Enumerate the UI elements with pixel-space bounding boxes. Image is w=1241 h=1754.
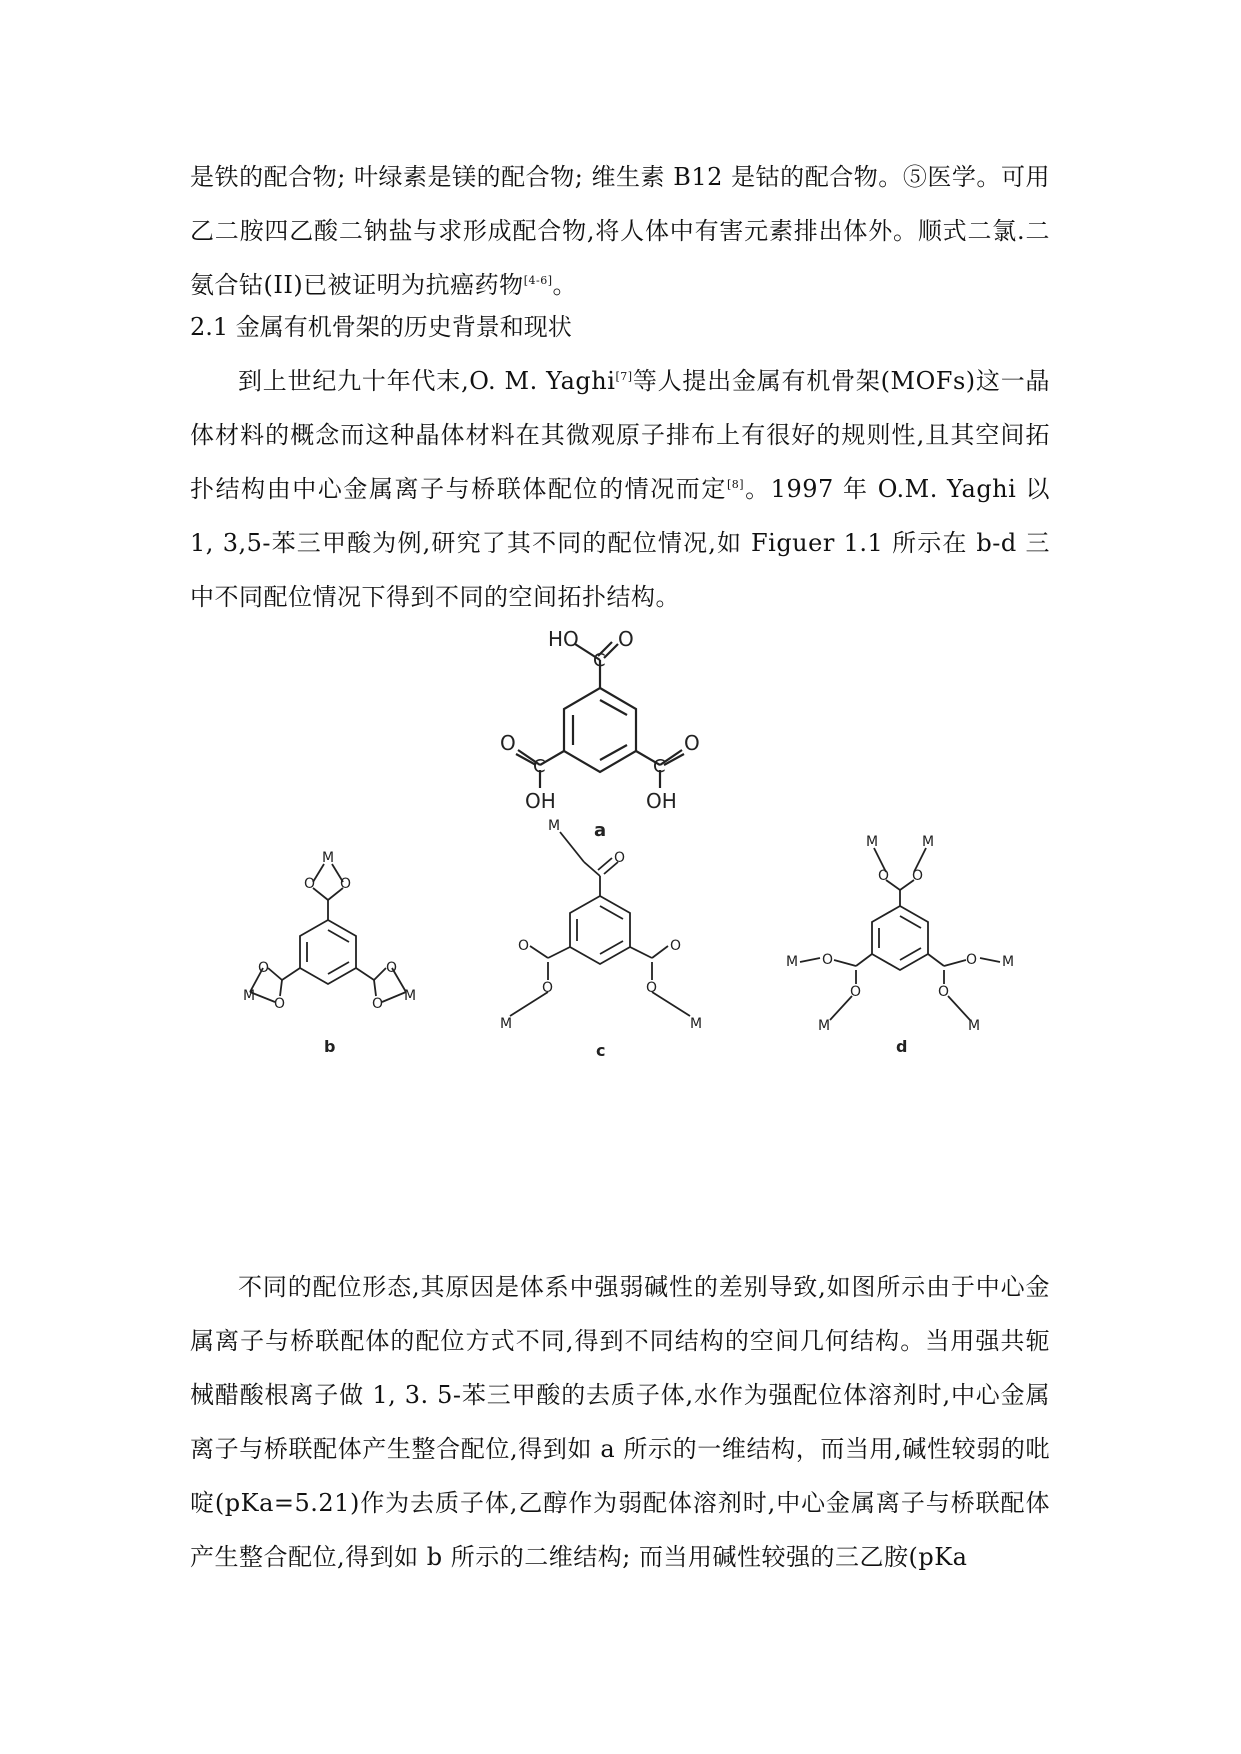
atom-o: O bbox=[304, 876, 316, 892]
molecule-a-atoms bbox=[500, 627, 700, 841]
paragraph-3: 不同的配位形态,其原因是体系中强弱碱性的差别导致,如图所示由于中心金属离子与桥联配体的配位方式不同,得到不同结构的空间几何结构。当用强共轭械醋酸根离子做 1, 3. 5-苯三甲酸的去质子体,水作为强配位体溶剂时,中心金属离子与桥联配体产生整合配位,得到如 a 所示的一维结构，而当用,碱性较弱的吡啶(pKa=5.21)作为去质子体,乙醇作为弱配体溶剂时,中心金属离子与桥联配体产生整合配位,得到如 b 所示的二维结构; 而当用碱性较强的三乙胺(pKa bbox=[190, 1273, 1050, 1571]
paragraph-2-text-c: 。1997 年 O.M. Yaghi 以 1, 3,5-苯三甲酸为例,研究了其不同的配位情况,如 Figuer 1.1 所示在 b-d 三中不同配位情况下得到不同的空间拓扑结构。 bbox=[190, 475, 1051, 611]
paragraph-1-end: 。 bbox=[552, 271, 577, 299]
atom-m: M bbox=[322, 850, 335, 866]
atom-o: O bbox=[912, 868, 924, 884]
atom-o: O bbox=[646, 980, 658, 996]
atom-o: O bbox=[878, 868, 890, 884]
citation-4-6: [4-6] bbox=[523, 274, 553, 287]
atom-m: M bbox=[690, 1016, 703, 1032]
atom-o: O bbox=[542, 980, 554, 996]
figure-label-c: c bbox=[596, 1041, 606, 1060]
atom-o: O bbox=[258, 960, 270, 976]
atom-m: M bbox=[500, 1016, 513, 1032]
atom-m: M bbox=[548, 818, 561, 834]
atom-o: O bbox=[614, 850, 626, 866]
atom-o: O bbox=[822, 952, 834, 968]
atom-o: O bbox=[850, 984, 862, 1000]
paragraph-2 bbox=[190, 354, 1050, 624]
molecule-c-atoms bbox=[500, 818, 702, 1060]
figure-label-d: d bbox=[896, 1037, 908, 1056]
atom-m: M bbox=[1002, 954, 1015, 970]
section-heading: 2.1 金属有机骨架的历史背景和现状 bbox=[190, 313, 572, 341]
atom-o: O bbox=[670, 938, 682, 954]
atom-oh: OH bbox=[646, 789, 677, 813]
paragraph-2-text-a: 到上世纪九十年代末,O. M. Yaghi bbox=[238, 367, 616, 395]
molecule-d bbox=[800, 848, 1000, 1020]
figure-label-b: b bbox=[324, 1037, 336, 1056]
atom-m: M bbox=[922, 834, 935, 850]
atom-c: C bbox=[653, 756, 666, 777]
atom-m: M bbox=[968, 1018, 981, 1034]
atom-o: O bbox=[274, 996, 286, 1012]
atom-o: O bbox=[340, 876, 352, 892]
atom-m: M bbox=[818, 1018, 831, 1034]
atom-m: M bbox=[786, 954, 799, 970]
atom-c: C bbox=[593, 650, 606, 671]
atom-o: O bbox=[938, 984, 950, 1000]
atom-o: O bbox=[518, 938, 530, 954]
atom-ho: HO bbox=[548, 627, 579, 651]
paragraph-1 bbox=[190, 150, 1050, 312]
atom-m: M bbox=[866, 834, 879, 850]
atom-oh: OH bbox=[525, 789, 556, 813]
molecule-c bbox=[510, 832, 690, 1016]
atom-o: O bbox=[684, 731, 700, 755]
molecule-b bbox=[250, 864, 406, 1002]
atom-m: M bbox=[404, 988, 417, 1004]
atom-c: C bbox=[533, 756, 546, 777]
paragraph-1-text: 是铁的配合物; 叶绿素是镁的配合物; 维生素 B12 是钴的配合物。⑤医学。可用乙二胺四乙酸二钠盐与求形成配合物,将人体中有害元素排出体外。顺式二氯.二氨合钴(II)已被证明为抗癌药物 bbox=[190, 163, 1050, 299]
atom-o: O bbox=[386, 960, 398, 976]
atom-o: O bbox=[618, 627, 634, 651]
molecule-figure bbox=[0, 600, 1241, 1160]
paragraph-2-text-b: 等人提出金属有机骨架(MOFs)这一晶体材料的概念而这种晶体材料在其微观原子排布上有很好的规则性,且其空间拓扑结构由中心金属离子与桥联体配位的情况而定 bbox=[190, 367, 1050, 503]
figure-1-1 bbox=[0, 600, 1241, 1160]
figure-label-a: a bbox=[594, 820, 607, 841]
atom-o: O bbox=[966, 952, 978, 968]
molecule-b-atoms bbox=[243, 850, 416, 1056]
citation-8: [8] bbox=[726, 478, 745, 491]
citation-7: [7] bbox=[615, 370, 633, 383]
atom-o: O bbox=[372, 996, 384, 1012]
atom-m: M bbox=[243, 988, 256, 1004]
atom-o: O bbox=[500, 731, 516, 755]
molecule-d-atoms bbox=[786, 834, 1014, 1056]
